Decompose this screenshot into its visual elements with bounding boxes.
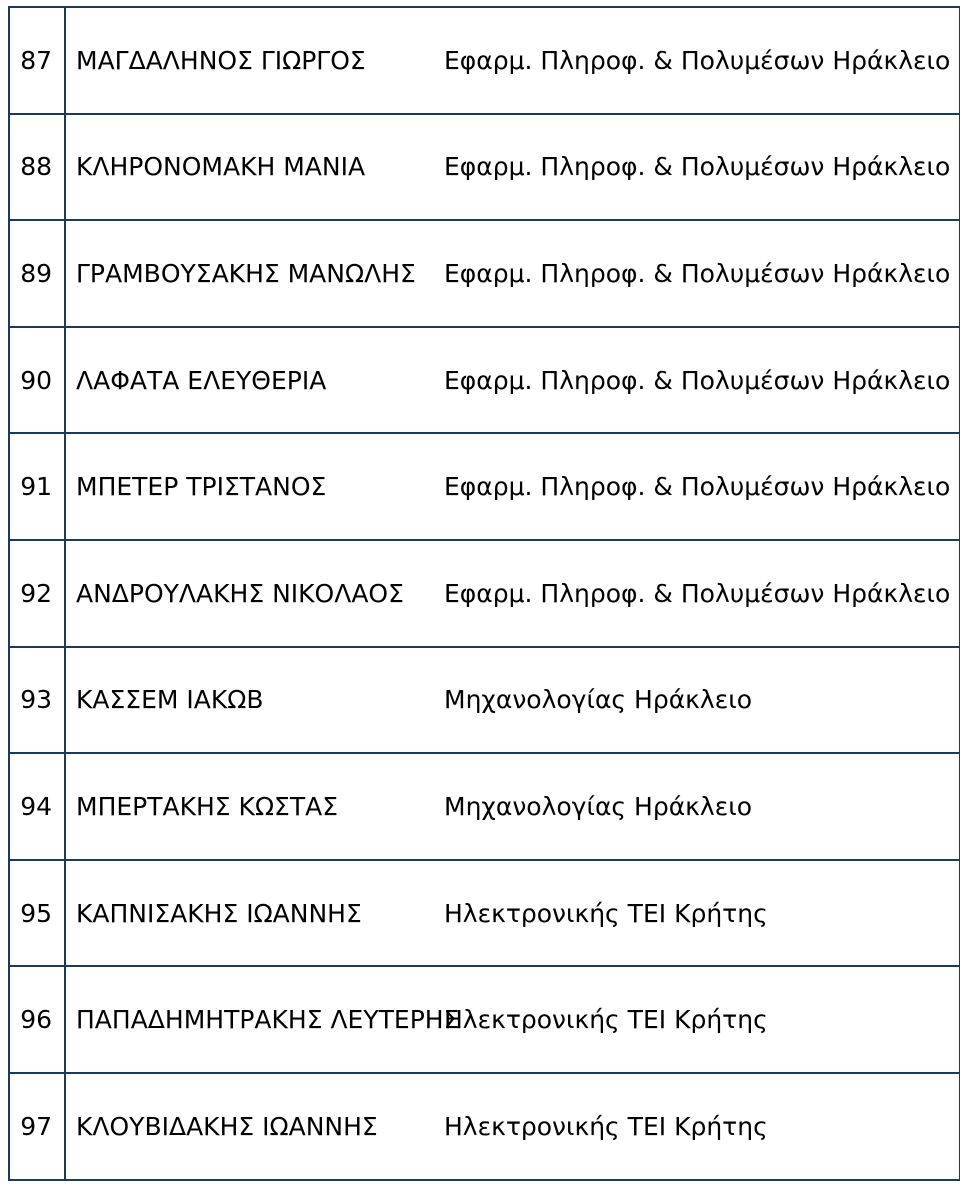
table-row — [10, 541, 959, 648]
participant-name: ΑΝΔΡΟΥΛΑΚΗΣ ΝΙΚΟΛΑΟΣ — [76, 578, 404, 608]
department: Εφαρμ. Πληροφ. & Πολυμέσων Ηράκλειο — [444, 152, 951, 182]
table-row — [10, 8, 959, 115]
row-number — [10, 1074, 66, 1179]
department: Μηχανολογίας Ηράκλειο — [444, 685, 752, 715]
department: Εφαρμ. Πληροφ. & Πολυμέσων Ηράκλειο — [444, 365, 951, 395]
row-number-text: 90 — [20, 365, 52, 395]
department: Εφαρμ. Πληροφ. & Πολυμέσων Ηράκλειο — [444, 472, 951, 502]
table-row — [10, 967, 959, 1074]
department: Εφαρμ. Πληροφ. & Πολυμέσων Ηράκλειο — [444, 258, 951, 288]
row-number — [10, 648, 66, 753]
participant-name: ΚΑΠΝΙΣΑΚΗΣ ΙΩΑΝΝΗΣ — [76, 898, 362, 928]
table-row — [10, 1074, 959, 1181]
department: Ηλεκτρονικής ΤΕΙ Κρήτης — [444, 1111, 768, 1141]
row-number-text: 95 — [20, 898, 52, 928]
participant-name: ΚΛΟΥΒΙΔΑΚΗΣ ΙΩΑΝΝΗΣ — [76, 1111, 378, 1141]
table-row — [10, 221, 959, 328]
row-number — [10, 541, 66, 646]
participant-name: ΚΛΗΡΟΝΟΜΑΚΗ ΜΑΝΙΑ — [76, 152, 366, 182]
row-number-text: 89 — [20, 258, 52, 288]
row-number — [10, 221, 66, 326]
row-number — [10, 328, 66, 433]
row-number — [10, 861, 66, 966]
row-number — [10, 967, 66, 1072]
participant-name: ΛΑΦΑΤΑ ΕΛΕΥΘΕΡΙΑ — [76, 365, 327, 395]
row-number-text: 97 — [20, 1111, 52, 1141]
row-number-text: 88 — [20, 152, 52, 182]
row-number-text: 93 — [20, 685, 52, 715]
department: Εφαρμ. Πληροφ. & Πολυμέσων Ηράκλειο — [444, 578, 951, 608]
participant-name: ΜΑΓΔΑΛΗΝΟΣ ΓΙΩΡΓΟΣ — [76, 45, 366, 75]
participant-name: ΓΡΑΜΒΟΥΣΑΚΗΣ ΜΑΝΩΛΗΣ — [76, 258, 416, 288]
table-row — [10, 434, 959, 541]
department: Ηλεκτρονικής ΤΕΙ Κρήτης — [444, 1005, 768, 1035]
row-number-text: 94 — [20, 791, 52, 821]
participant-name: ΜΠΕΤΕΡ ΤΡΙΣΤΑΝΟΣ — [76, 472, 327, 502]
row-number — [10, 115, 66, 220]
department: Εφαρμ. Πληροφ. & Πολυμέσων Ηράκλειο — [444, 45, 951, 75]
table-row — [10, 861, 959, 968]
participants-table — [8, 6, 960, 1181]
table-row — [10, 328, 959, 435]
department: Ηλεκτρονικής ΤΕΙ Κρήτης — [444, 898, 768, 928]
row-number — [10, 754, 66, 859]
participant-name: ΚΑΣΣΕΜ ΙΑΚΩΒ — [76, 685, 264, 715]
row-number — [10, 8, 66, 113]
row-number-text: 87 — [20, 45, 52, 75]
participant-name: ΜΠΕΡΤΑΚΗΣ ΚΩΣΤΑΣ — [76, 791, 339, 821]
row-number-text: 92 — [20, 578, 52, 608]
row-number-text: 96 — [20, 1005, 52, 1035]
table-row — [10, 115, 959, 222]
table-row — [10, 648, 959, 755]
row-number — [10, 434, 66, 539]
department: Μηχανολογίας Ηράκλειο — [444, 791, 752, 821]
table-row — [10, 754, 959, 861]
row-number-text: 91 — [20, 472, 52, 502]
participant-name: ΠΑΠΑΔΗΜΗΤΡΑΚΗΣ ΛΕΥΤΕΡΗΣ — [76, 1005, 460, 1035]
